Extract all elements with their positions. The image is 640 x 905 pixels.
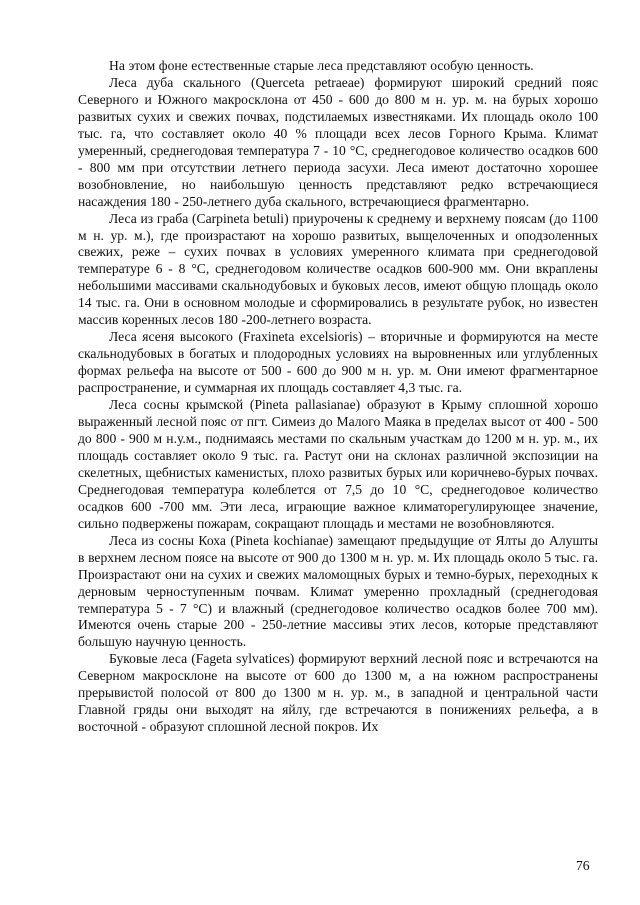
paragraph-4: Леса ясеня высокого (Fraxineta excelsioris) – вторичные и формируются на месте скальнодубовых в богатых и плодородных условиях на выровненных или углубленных формах рельефа на высоте от 500 - 600 до 900 м н. ур. м. Они имеют фрагментарное распространение, и суммарная их площадь составляет 4,3 тыс. га.	[78, 329, 598, 396]
paragraph-2: Леса дуба скального (Querceta petraeae) формируют широкий средний пояс Северного и Южного макросклона от 450 - 600 до 800 м н. ур. м. на бурых хорошо развитых сухих и свежих почвах, подстилаемых известняками. Их площадь около 100 тыс. га, что составляет около 40 % площади всех лесов Горного Крыма. Климат умеренный, среднегодовая температура 7 - 10 °С, среднегодовое количество осадков 600 - 800 мм при отсутствии летнего периода засухи. Леса имеют достаточно хорошее возобновление, но наибольшую ценность представляют редко встречающиеся насаждения 180 - 250-летнего дуба скального, встречающиеся фрагментарно.	[78, 74, 598, 209]
paragraph-7: Буковые леса (Fageta sylvatices) формируют верхний лесной пояс и встречаются на Северном макросклоне на высоте от 600 до 1300 м, а на южном распространены прерывистой полосой от 800 до 1300 м н. ур. м., в западной и центральной части Главной гряды они выходят на яйлу, где встречаются в понижениях рельефа, а в восточной - образуют сплошной лесной покров. Их	[78, 651, 598, 735]
paragraph-6: Леса из сосны Коха (Pineta kochianae) замещают предыдущие от Ялты до Алушты в верхнем лесном поясе на высоте от 900 до 1300 м н. ур. м. Их площадь около 5 тыс. га. Произрастают они на сухих и свежих маломощных бурых и темно-бурых, переходных к дерновым черноступенным почвам. Климат умеренно прохладный (среднегодовая температура 5 - 7 °С) и влажный (среднегодовое количество осадков более 700 мм). Имеются очень старые 200 - 250-летние массивы этих лесов, которые представляют большую научную ценность.	[78, 532, 598, 650]
paragraph-1: На этом фоне естественные старые леса представляют особую ценность.	[109, 58, 534, 73]
document-page	[78, 58, 598, 736]
paragraph-3: Леса из граба (Carpineta betuli) приурочены к среднему и верхнему поясам (до 1100 м н. ур. м.), где произрастают на хорошо развитых, выщелоченных и оподзоленных свежих, реже – сухих почвах в условиях умеренного климата при среднегодовой температуре 6 - 8 °С, среднегодовом количестве осадков 600-900 мм. Они вкраплены небольшими массивами скальнодубовых и буковых лесов, имеют общую площадь около 14 тыс. га. Они в основном молодые и сформировались в результате рубок, но известен массив коренных лесов 180 -200-летнего возраста.	[78, 210, 598, 328]
page-number: 76	[576, 858, 590, 873]
paragraph-5: Леса сосны крымской (Pineta pallasianae) образуют в Крыму сплошной хорошо выраженный лесной пояс от пгт. Симеиз до Малого Маяка в пределах высот от 400 - 500 до 800 - 900 м н.у.м., поднимаясь местами по скальным участкам до 1200 м н. ур. м., их площадь составляет около 9 тыс. га. Растут они на склонах различной экспозиции на скелетных, щебнистых каменистых, плохо развитых бурых или коричнево-бурых почвах. Среднегодовая температура колеблется от 7,5 до 10 °С, среднегодовое количество осадков 600 -700 мм. Эти леса, играющие важное климаторегулирующее значение, сильно подвержены пожарам, сокращают площадь и местами не возобновляются.	[78, 397, 598, 531]
